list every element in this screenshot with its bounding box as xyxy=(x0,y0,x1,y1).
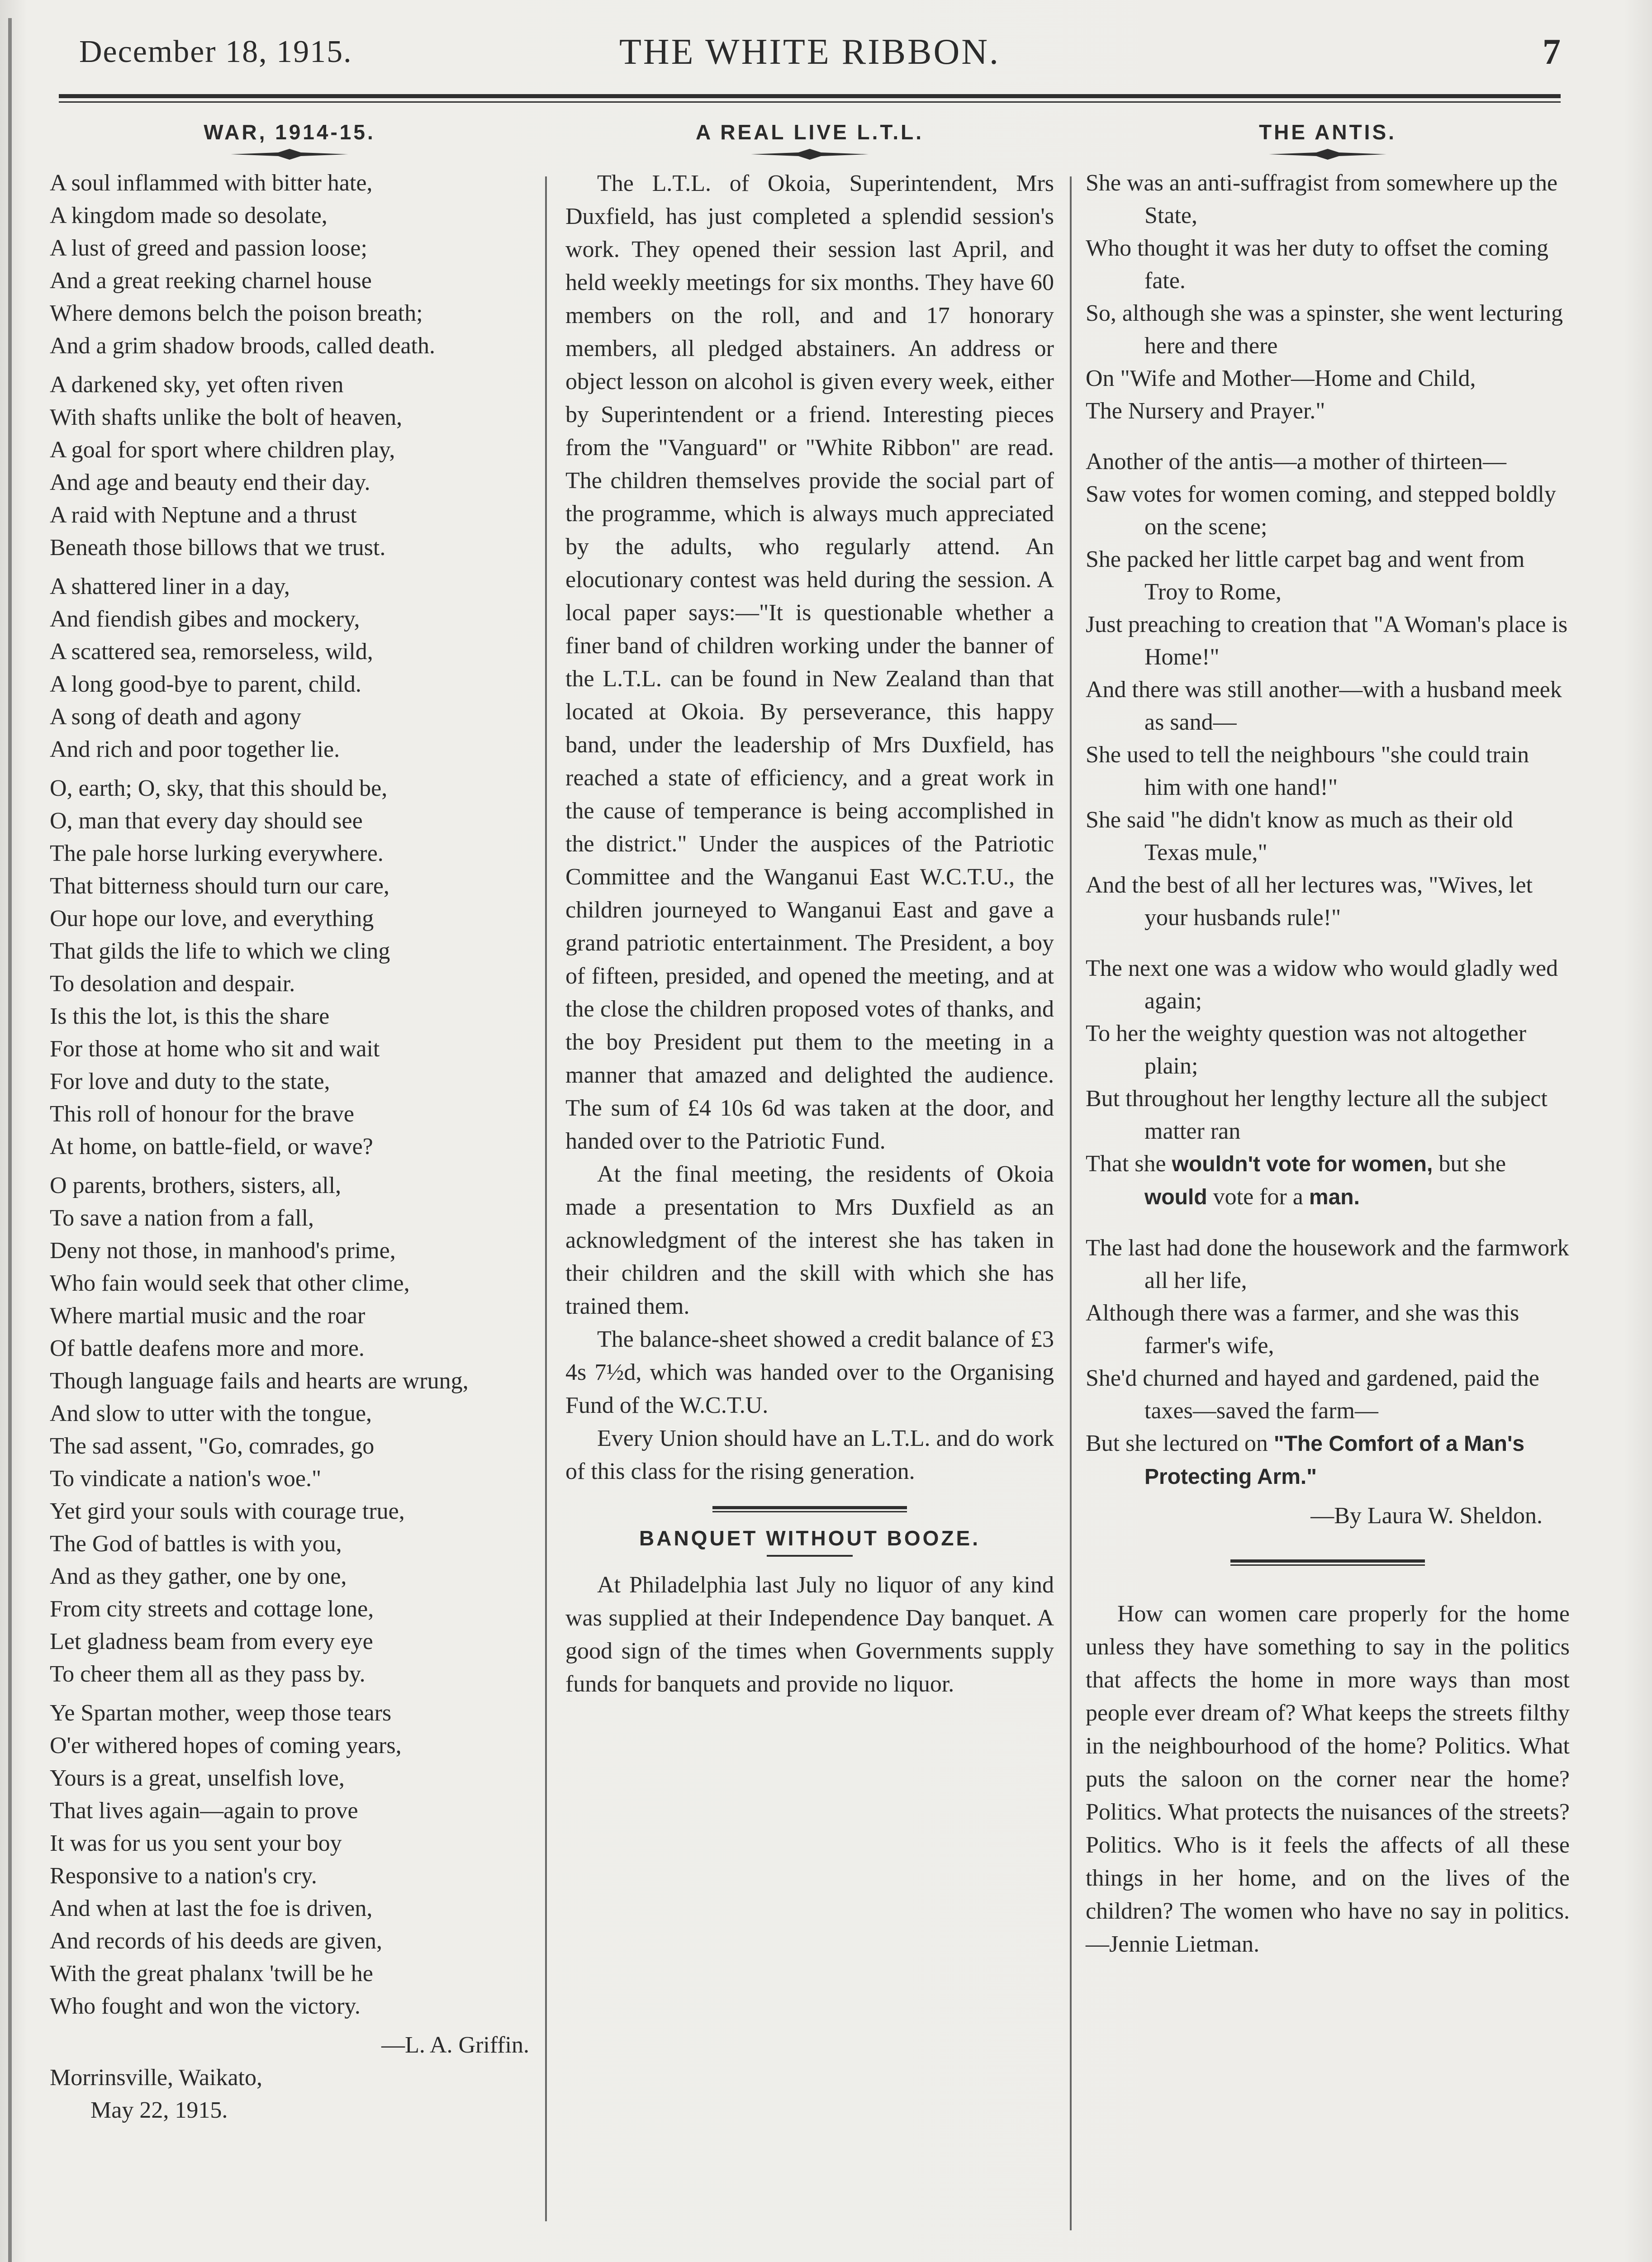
poem-line: For love and duty to the state, xyxy=(50,1069,330,1094)
poem-line: Who fain would seek that other clime, xyxy=(50,1270,410,1296)
banquet-article xyxy=(565,1568,1054,1701)
poem-stanza xyxy=(50,369,529,564)
poem-line: She'd churned and hayed and gardened, paid the taxes—saved the farm— xyxy=(1086,1365,1539,1424)
ltl-article xyxy=(565,167,1054,1488)
poem-line: O parents, brothers, sisters, all, xyxy=(50,1173,342,1198)
poem-line: Of battle deafens more and more. xyxy=(50,1335,365,1361)
poem-line: And records of his deeds are given, xyxy=(50,1928,382,1954)
poem-stanza xyxy=(50,1169,529,1691)
poem-line: But she lectured on "The Comfort of a Man's Protecting Arm." xyxy=(1086,1430,1525,1489)
banquet-paragraph: At Philadelphia last July no liquor of any kind was supplied at their Independence Day banquet. A good sign of the times when Governments supply funds for banquets and provide no liquor. xyxy=(565,1572,1054,1697)
poem-stanza xyxy=(50,167,529,362)
poem-line: To cheer them all as they pass by. xyxy=(50,1661,366,1687)
poem-line: On "Wife and Mother—Home and Child, xyxy=(1086,366,1476,391)
poem-line: At home, on battle-field, or wave? xyxy=(50,1134,373,1160)
poem-line: Responsive to a nation's cry. xyxy=(50,1863,317,1889)
poem-line: O, man that every day should see xyxy=(50,808,363,834)
poem-stanza xyxy=(1086,1232,1570,1427)
poem-line: Who thought it was her duty to offset the coming fate. xyxy=(1086,235,1548,294)
title-ornament xyxy=(751,149,869,160)
poem-line: O'er withered hopes of coming years, xyxy=(50,1733,402,1758)
poem-line: To vindicate a nation's woe." xyxy=(50,1466,322,1492)
poem-line: This roll of honour for the brave xyxy=(50,1101,354,1127)
poem-line: And a grim shadow broods, called death. xyxy=(50,333,436,359)
poem-line: But throughout her lengthy lecture all the subject matter ran xyxy=(1086,1086,1548,1144)
poem-line: And fiendish gibes and mockery, xyxy=(50,606,360,632)
column-rule-1 xyxy=(545,176,547,2221)
section-divider xyxy=(1230,1559,1425,1566)
ltl-title: A REAL LIVE L.T.L. xyxy=(695,120,924,144)
header-date: December 18, 1915. xyxy=(79,34,352,69)
poem-line: And rich and poor together lie. xyxy=(50,737,340,762)
antis-author: —By Laura W. Sheldon. xyxy=(1310,1503,1543,1529)
poem-line: She said "he didn't know as much as their old Texas mule," xyxy=(1086,807,1513,865)
poem-line: Beneath those billows that we trust. xyxy=(50,535,386,561)
poem-line: A soul inflammed with bitter hate, xyxy=(50,170,373,196)
poem-line: To her the weighty question was not altogether plain; xyxy=(1086,1021,1527,1079)
poem-line: That gilds the life to which we cling xyxy=(50,938,390,964)
poem-line: So, although she was a spinster, she went lecturing here and there xyxy=(1086,300,1563,359)
lietman-article xyxy=(1086,1597,1570,1961)
poem-line: And when at last the foe is driven, xyxy=(50,1896,373,1921)
poem-line: Where martial music and the roar xyxy=(50,1303,366,1329)
poem-line: And there was still another—with a husband meek as sand— xyxy=(1086,677,1562,735)
header-rule-thick xyxy=(59,94,1561,98)
poem-line: Yet gird your souls with courage true, xyxy=(50,1498,405,1524)
ltl-paragraph: The L.T.L. of Okoia, Superintendent, Mrs Duxfield, has just completed a splendid session's work. They opened their session last April, and held weekly meetings for six months. They have 60 members on the roll, and and 17 honorary members, all pledged abstainers. An address or object lesson on alcohol is given every week, either by Superintendent or a friend. Interesting pieces from the "Vanguard" or "White Ribbon" are read. The children themselves provide the social part of the programme, which is always much appreciated by the adults, who regularly attend. An elocutionary contest was held during the session. A local paper says:—"It is questionable whether a finer band of children working under the banner of the L.T.L. can be found in New Zealand than that located at Okoia. By perseverance, this happy band, under the leadership of Mrs Duxfield, has reached a state of efficiency, and a great work in the cause of temperance is being accomplished in the district." Under the auspices of the Patriotic Committee and the Wanganui East W.C.T.U., the children journeyed to Wanganui East and gave a grand patriotic entertainment. The President, a boy of fifteen, presided, and opened the meeting, and at the close the children proposed votes of thanks, and the boy President put them to the meeting in a manner that amazed and delighted the audience. The sum of £4 10s 6d was taken at the door, and handed over to the Patriotic Fund. xyxy=(565,171,1054,1154)
antis-title: THE ANTIS. xyxy=(1259,120,1396,144)
poem-line: Saw votes for women coming, and stepped boldly on the scene; xyxy=(1086,481,1556,540)
poem-stanza xyxy=(50,772,529,1163)
poem-line: Who fought and won the victory. xyxy=(50,1993,361,2019)
header-title: THE WHITE RIBBON. xyxy=(619,32,1000,72)
page-header xyxy=(59,25,1561,93)
war-poem xyxy=(50,167,529,2023)
poem-line: The next one was a widow who would gladly wed again; xyxy=(1086,955,1558,1014)
banquet-title: BANQUET WITHOUT BOOZE. xyxy=(639,1526,980,1550)
poem-line: The pale horse lurking everywhere. xyxy=(50,841,384,866)
poem-line: To desolation and despair. xyxy=(50,971,295,997)
poem-line: Another of the antis—a mother of thirteen— xyxy=(1086,449,1506,475)
poem-line: A goal for sport where children play, xyxy=(50,437,395,463)
poem-line: She used to tell the neighbours "she could train him with one hand!" xyxy=(1086,742,1529,800)
banquet-title-rule xyxy=(767,1555,853,1557)
poem-line: And slow to utter with the tongue, xyxy=(50,1401,372,1426)
poem-line: Although there was a farmer, and she was this farmer's wife, xyxy=(1086,1300,1519,1359)
poem-line: Though language fails and hearts are wrung, xyxy=(50,1368,469,1394)
war-author: —L. A. Griffin. xyxy=(381,2032,529,2058)
poem-line: She was an anti-suffragist from somewhere up the State, xyxy=(1086,170,1558,228)
poem-line: With shafts unlike the bolt of heaven, xyxy=(50,404,403,430)
poem-line: The God of battles is with you, xyxy=(50,1531,342,1557)
poem-stanza xyxy=(1086,167,1570,428)
poem-stanza xyxy=(1086,446,1570,934)
poem-line: She packed her little carpet bag and went from Troy to Rome, xyxy=(1086,546,1525,605)
poem-line: Just preaching to creation that "A Woman's place is Home!" xyxy=(1086,612,1568,670)
ltl-paragraph: The balance-sheet showed a credit balance of £3 4s 7½d, which was handed over to the Organising Fund of the W.C.T.U. xyxy=(565,1326,1054,1418)
poem-line: The Nursery and Prayer." xyxy=(1086,398,1325,424)
war-date: May 22, 1915. xyxy=(90,2097,228,2123)
poem-line: It was for us you sent your boy xyxy=(50,1830,342,1856)
poem-line: That she wouldn't vote for women, but she would vote for a man. xyxy=(1086,1151,1506,1210)
poem-line: The last had done the housework and the farmwork all her life, xyxy=(1086,1235,1569,1293)
ltl-paragraph: At the final meeting, the residents of Okoia made a presentation to Mrs Duxfield as an acknowledgment of the interest she has taken in their children and the skill with which she has trained them. xyxy=(565,1161,1054,1319)
war-title: WAR, 1914-15. xyxy=(204,120,375,144)
poem-line: And the best of all her lectures was, "Wives, let your husbands rule!" xyxy=(1086,872,1533,931)
page-binding-edge xyxy=(8,18,12,2262)
poem-line: From city streets and cottage lone, xyxy=(50,1596,374,1622)
poem-line: Yours is a great, unselfish love, xyxy=(50,1765,345,1791)
poem-line: A shattered liner in a day, xyxy=(50,574,290,599)
poem-line: Let gladness beam from every eye xyxy=(50,1629,373,1654)
title-ornament xyxy=(231,149,348,160)
poem-line: Ye Spartan mother, weep those tears xyxy=(50,1700,392,1726)
poem-line: A darkened sky, yet often riven xyxy=(50,372,344,398)
section-divider xyxy=(712,1506,907,1512)
poem-line: Is this the lot, is this the share xyxy=(50,1003,330,1029)
poem-line: That bitterness should turn our care, xyxy=(50,873,389,899)
antis-poem xyxy=(1086,167,1570,1493)
column-ltl xyxy=(565,111,1054,1701)
poem-stanza xyxy=(50,570,529,766)
header-page-number: 7 xyxy=(1543,32,1561,72)
title-ornament xyxy=(1269,149,1386,160)
column-rule-2 xyxy=(1070,176,1072,2230)
poem-line: To save a nation from a fall, xyxy=(50,1205,314,1231)
poem-line: Our hope our love, and everything xyxy=(50,906,374,931)
poem-stanza xyxy=(1086,952,1570,1148)
poem-line: And age and beauty end their day. xyxy=(50,470,370,495)
poem-line: Deny not those, in manhood's prime, xyxy=(50,1238,396,1264)
poem-line: A kingdom made so desolate, xyxy=(50,203,328,228)
poem-line: A song of death and agony xyxy=(50,704,302,730)
poem-line: The sad assent, "Go, comrades, go xyxy=(50,1433,375,1459)
poem-line: A long good-bye to parent, child. xyxy=(50,671,361,697)
lietman-paragraph: How can women care properly for the home unless they have something to say in the politics that affects the home in more ways than most people ever dream of? What keeps the streets filthy in the neighbourhood of the home? Politics. What puts the saloon on the corner near the home? Politics. What protects the nuisances of the streets? Politics. Who is it feels the affects of all these things in her home, and on the lives of the children? The women who have no say in politics.—Jennie Lietman. xyxy=(1086,1601,1570,1957)
poem-line: Where demons belch the poison breath; xyxy=(50,300,423,326)
poem-stanza xyxy=(50,1697,529,2023)
poem-line: A raid with Neptune and a thrust xyxy=(50,502,357,528)
poem-line: And a great reeking charnel house xyxy=(50,268,372,294)
header-rule-thin xyxy=(59,101,1561,103)
column-antis xyxy=(1086,111,1570,1961)
ltl-paragraph: Every Union should have an L.T.L. and do work of this class for the rising generation. xyxy=(565,1426,1054,1484)
poem-line: With the great phalanx 'twill be he xyxy=(50,1961,373,1986)
poem-line: A lust of greed and passion loose; xyxy=(50,235,367,261)
poem-line: A scattered sea, remorseless, wild, xyxy=(50,639,373,665)
poem-line: That lives again—again to prove xyxy=(50,1798,358,1824)
war-place: Morrinsville, Waikato, xyxy=(50,2065,263,2091)
poem-line: And as they gather, one by one, xyxy=(50,1563,347,1589)
column-war xyxy=(50,111,529,2127)
poem-line: For those at home who sit and wait xyxy=(50,1036,380,1062)
poem-line: O, earth; O, sky, that this should be, xyxy=(50,775,388,801)
